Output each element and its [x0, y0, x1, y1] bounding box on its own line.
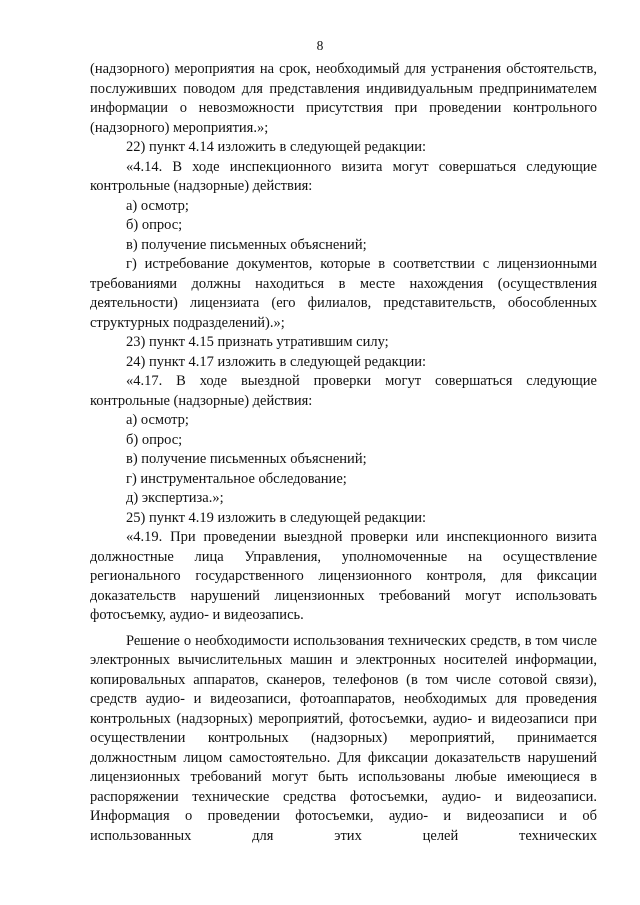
paragraph: 22) пункт 4.14 изложить в следующей редакции: — [126, 139, 426, 155]
document-body — [90, 60, 597, 846]
paragraph: б) опрос; — [126, 431, 183, 448]
paragraph: в) получение письменных объяснений; — [126, 236, 367, 253]
paragraph: 25) пункт 4.19 изложить в следующей редакции: — [126, 509, 426, 526]
paragraph: Решение о необходимости использования технических средств, в том числе электронных вычислительных машин и электронных носителей информации, копировальных аппаратов, сканеров, телефонов (в том числе сотовой связи), средств аудио- и видеозаписи, фотоаппаратов, необходимых для проведения контрольных (надзорных) мероприятий, фотосъемки, аудио- и видеозаписи при осуществлении контрольных (надзорных) мероприятий, принимается должностным лицом самостоятельно. Для фиксации доказательств нарушений лицензионных требований могут быть использованы любые имеющиеся в распоряжении технические средства фотосъемки, аудио- и видеозаписи. Информация о проведении фотосъемки, аудио- и видеозаписи и об использованных для этих целей технических — [90, 632, 597, 844]
paragraph: д) экспертиза.»; — [126, 490, 224, 506]
paragraph: «4.14. В ходе инспекционного визита могут совершаться следующие контрольные (надзорные) действия: — [90, 158, 597, 194]
paragraph: (надзорного) мероприятия на срок, необходимый для устранения обстоятельств, послуживших поводом для представления индивидуальным предпринимателем информации о невозможности присутствия при проведении контрольного (надзорного) мероприятия.»; — [90, 61, 597, 136]
paragraph: г) инструментальное обследование; — [126, 470, 347, 487]
paragraph: б) опрос; — [126, 217, 183, 233]
paragraph: а) осмотр; — [126, 197, 189, 214]
page-number: 8 — [316, 38, 324, 53]
paragraph: в) получение письменных объяснений; — [126, 451, 367, 467]
paragraph: 23) пункт 4.15 признать утратившим силу; — [126, 334, 389, 350]
paragraph: «4.19. При проведении выездной проверки или инспекционного визита должностные лица Управления, уполномоченные на осуществление регионального государственного лицензионного контроля, для фиксации доказательств нарушений лицензионных требований могут использовать фотосъемку, аудио- и видеозапись. — [90, 529, 597, 623]
paragraph: 24) пункт 4.17 изложить в следующей редакции: — [126, 353, 426, 370]
paragraph: а) осмотр; — [126, 412, 189, 428]
paragraph: «4.17. В ходе выездной проверки могут совершаться следующие контрольные (надзорные) действия: — [90, 373, 597, 409]
paragraph: г) истребование документов, которые в соответствии с лицензионными требованиями должны находиться в месте нахождения (осуществления деятельности) лицензиата (его филиалов, представительств, обособленных структурных подразделений).»; — [90, 256, 597, 331]
